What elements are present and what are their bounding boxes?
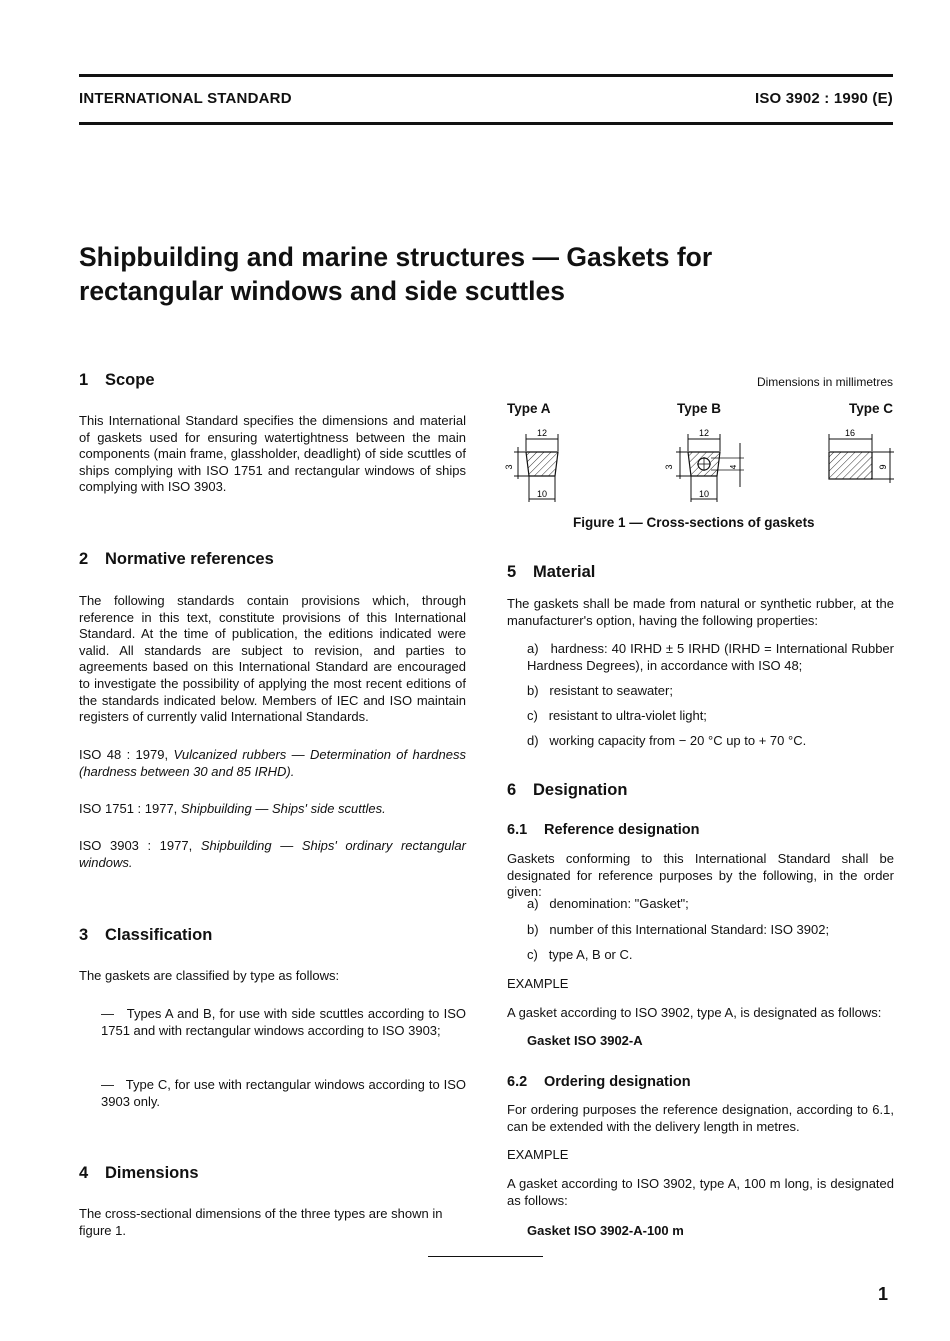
designation-item-b: b) number of this International Standard: ISO 3902; (527, 922, 830, 937)
material-item-a: a) hardness: 40 IRHD ± 5 IRHD (IRHD = International Rubber Hardness Degrees), in accordance with ISO 48; (527, 641, 894, 673)
designation-item-a: a) denomination: "Gasket"; (527, 896, 689, 911)
section-6-2-heading: 6.2 Ordering designation (507, 1074, 691, 1090)
section-6-2-intro: For ordering purposes the reference designation, according to 6.1, can be extended with the delivery length in metres. (507, 1102, 894, 1134)
section-2-heading: 2 Normative references (79, 550, 274, 568)
type-b-height-dim: 3 (664, 464, 674, 470)
section-6-1-example-label: EXAMPLE (507, 976, 569, 991)
type-c-height-dim: 9 (878, 464, 888, 470)
running-header (79, 90, 893, 112)
type-c-width-dim: 16 (844, 428, 856, 438)
document-title (79, 240, 893, 308)
reference-iso-1751: ISO 1751 : 1977, Shipbuilding — Ships' side scuttles. (79, 801, 386, 816)
section-4-body: The cross-sectional dimensions of the three types are shown in figure 1. (79, 1206, 443, 1238)
section-2-body: The following standards contain provisions which, through reference in this text, constitute provisions of this International Standard. At the time of publication, the editions indicated were valid. All standards are subject to revision, and parties to agreements based on this International Standard are encouraged to investigate the possibility of applying the most recent editions of the standards indicated below. Members of IEC and ISO maintain registers of currently valid International Standards. (79, 593, 466, 725)
designation-item-c: c) type A, B or C. (527, 947, 633, 962)
figure-units-note: Dimensions in millimetres (756, 375, 893, 389)
section-6-2-example-text: A gasket according to ISO 3902, type A, 100 m long, is designated as follows: (507, 1176, 894, 1208)
section-6-1-example-code: Gasket ISO 3902-A (527, 1033, 643, 1048)
type-a-bottom-dim: 10 (536, 489, 548, 499)
page-number: 1 (877, 1284, 888, 1304)
material-item-d: d) working capacity from − 20 °C up to + 70 °C. (527, 733, 807, 748)
section-6-1-intro: Gaskets conforming to this International Standard shall be designated for reference purposes by the following, in the order given: (507, 851, 894, 900)
reference-iso-3903: ISO 3903 : 1977, Shipbuilding — Ships' ordinary rectangular windows. (79, 838, 466, 870)
gasket-cross-sections-figure (500, 425, 900, 505)
type-c-rectangle (829, 452, 872, 479)
type-b-section (664, 428, 744, 502)
header-doc-type: INTERNATIONAL STANDARD (79, 90, 292, 107)
figure-type-b-label: Type B (677, 401, 722, 416)
material-item-c: c) resistant to ultra-violet light; (527, 708, 707, 723)
section-1-body: This International Standard specifies the dimensions and material of gaskets used for ensuring watertightness between the main components (main frame, glassholder, deadlight) of side scuttles of ships complying with ISO 1751 and rectangular windows of ships complying with ISO 3903. (79, 413, 466, 495)
figure-type-c-label: Type C (848, 401, 893, 416)
type-b-hole-dim: 4 (729, 464, 738, 470)
section-4-heading: 4 Dimensions (79, 1164, 199, 1182)
header-top-rule (79, 74, 893, 77)
material-item-b: b) resistant to seawater; (527, 683, 673, 698)
type-c-section (829, 428, 894, 483)
header-bottom-rule (79, 122, 893, 125)
footer-rule (428, 1256, 543, 1257)
section-6-1-heading: 6.1 Reference designation (507, 822, 700, 838)
figure-type-a-label: Type A (507, 401, 551, 416)
figure-caption: Figure 1 — Cross-sections of gaskets (573, 515, 815, 530)
title-line-1: Shipbuilding and marine structures — Gaskets for (79, 242, 713, 272)
type-a-top-dim: 12 (536, 428, 548, 438)
type-b-bottom-dim: 10 (698, 489, 710, 499)
reference-iso-48: ISO 48 : 1979, Vulcanized rubbers — Determination of hardness (hardness between 30 and 85 IRHD). (79, 747, 466, 779)
classification-item-type-c: — Type C, for use with rectangular windows according to ISO 3903 only. (101, 1077, 466, 1109)
section-5-intro: The gaskets shall be made from natural or synthetic rubber, at the manufacturer's option, having the following properties: (507, 596, 894, 628)
type-a-section (504, 428, 558, 502)
type-a-height-dim: 3 (504, 464, 514, 470)
title-line-2: rectangular windows and side scuttles (79, 276, 565, 306)
section-3-heading: 3 Classification (79, 926, 213, 944)
classification-item-types-a-b: — Types A and B, for use with side scuttles according to ISO 1751 and with rectangular windows according to ISO 3903; (101, 1006, 466, 1038)
section-5-heading: 5 Material (507, 563, 596, 581)
section-6-1-example-text: A gasket according to ISO 3902, type A, is designated as follows: (507, 1005, 882, 1020)
section-6-2-example-label: EXAMPLE (507, 1147, 569, 1162)
type-a-trapezoid (526, 452, 558, 476)
section-1-heading: 1 Scope (79, 371, 155, 389)
section-6-heading: 6 Designation (507, 781, 628, 799)
section-3-intro: The gaskets are classified by type as follows: (79, 968, 340, 983)
header-doc-number: ISO 3902 : 1990 (E) (754, 90, 893, 107)
type-b-top-dim: 12 (698, 428, 710, 438)
section-6-2-example-code: Gasket ISO 3902-A-100 m (527, 1223, 684, 1238)
